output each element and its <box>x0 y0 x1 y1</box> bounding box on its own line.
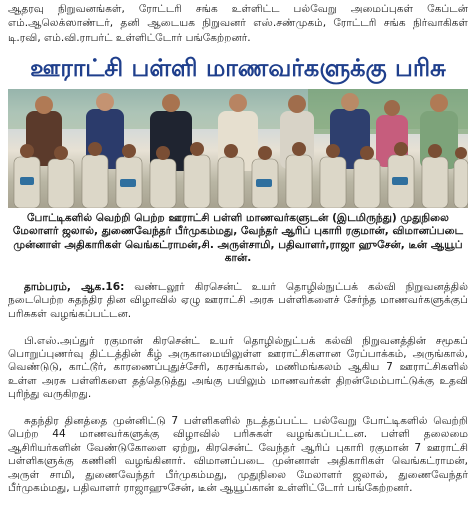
article-headline: ஊராட்சி பள்ளி மாணவர்களுக்கு பரிசு <box>30 53 446 82</box>
article-body <box>8 268 468 509</box>
article-paragraph <box>8 281 468 321</box>
article-paragraph: பி.எஸ்.அப்துர் ரகுமான் கிரசென்ட் உயர் தொழில்நுட்பக் கல்வி நிறுவனத்தின் சமூகப் பொறுப்புணர்வு திட்டத்தின் கீழ் அருகாமையிலுள்ள ஊராட்சிகளான ரேப்பாக்கம், அருங்கால், வெண்டுடு, காட்டூர், காரணைப்புதுச்சேரி, கரசங்கால், மணிமங்கலம் ஆகிய 7 ஊராட்சிகளில் உள்ள அரசு பள்ளிகளை தத்தெடுத்து அங்கு பயிலும் மாணவர்கள் திறன்மேம்பாட்டுக்கு உதவி புரிந்து வருகிறது. <box>8 334 468 401</box>
photo-caption: போட்டிகளில் வெற்றி பெற்ற ஊராட்சி பள்ளி மாணவர்களுடன் (இடமிருந்து) முதுநிலை மேலாளர் ஜலால், துணைவேந்தர் பீர்முகம்மது, வேந்தர் ஆரிப் புகாரி ரகுமான், விமானப்படை முன்னாள் அதிகாரிகள் வெங்கட்ராமன்,சி. அருள்சாமி, பதிவாளர்,ராஜா ஹுசேன், டீன் ஆயூப் கான். <box>12 211 464 265</box>
article-paragraph: சுதந்திர தினத்தை முன்னிட்டு 7 பள்ளிகளில் நடத்தப்பட்ட பல்வேறு போட்டிகளில் வெற்றி பெற்ற 44 மாணவர்களுக்கு விழாவில் பரிசுகள் வழங்கப்பட்டன. பள்ளி தலைமை ஆசிரியர்களின் வேண்டுகோளை ஏற்று, கிரசென்ட் வேந்தர் ஆரிப் புகாரி ரகுமான் 7 ஊராட்சி பள்ளிகளுக்கு கணினி வழங்கினார். விமானப்படை முன்னாள் அதிகாரிகள் வெங்கட்ராமன், அருள் சாமி, துணைவேந்தர் பீர்முகம்மது, முதுநிலை மேலாளர் ஜலால், துணைவேந்தர் பீர்முகம்மது, பதிவாளர் ராஜாஹுசேன், டீன் ஆயூப்கான் உள்ளிட்டோர் பங்கேற்றனர். <box>8 414 468 495</box>
group-photo <box>8 89 468 208</box>
group-photo-illustration <box>8 89 468 208</box>
previous-article-text: ஆதரவு நிறுவனங்கள், ரோட்டரி சங்க உள்ளிட்ட பல்வேறு அமைப்புகள் கேப்டன் எம்.ஆலெக்ஸாண்டர், தனி ஆடையக நிறுவனர் எஸ்.சண்முகம், ரோட்டரி சங்க நிர்வாகிகள் டி.ரவி, எம்.வி.ராபர்ட் உள்ளிட்டோர் பங்கேற்றனர். <box>8 3 468 44</box>
paragraph-text: வண்டலூர் கிரசென்ட் உயர் தொழில்நுட்பக் கல்வி நிறுவனத்தில் நடைபெற்ற சுதந்திர தின விழாவில் ஏழு ஊராட்சி அரசு பள்ளிகளைச் சேர்ந்த மாணவர்களுக்குப் பரிசுகள் வழங்கப்பட்டன. <box>8 280 469 320</box>
dateline: தாம்பரம், ஆக.16: <box>24 280 125 293</box>
